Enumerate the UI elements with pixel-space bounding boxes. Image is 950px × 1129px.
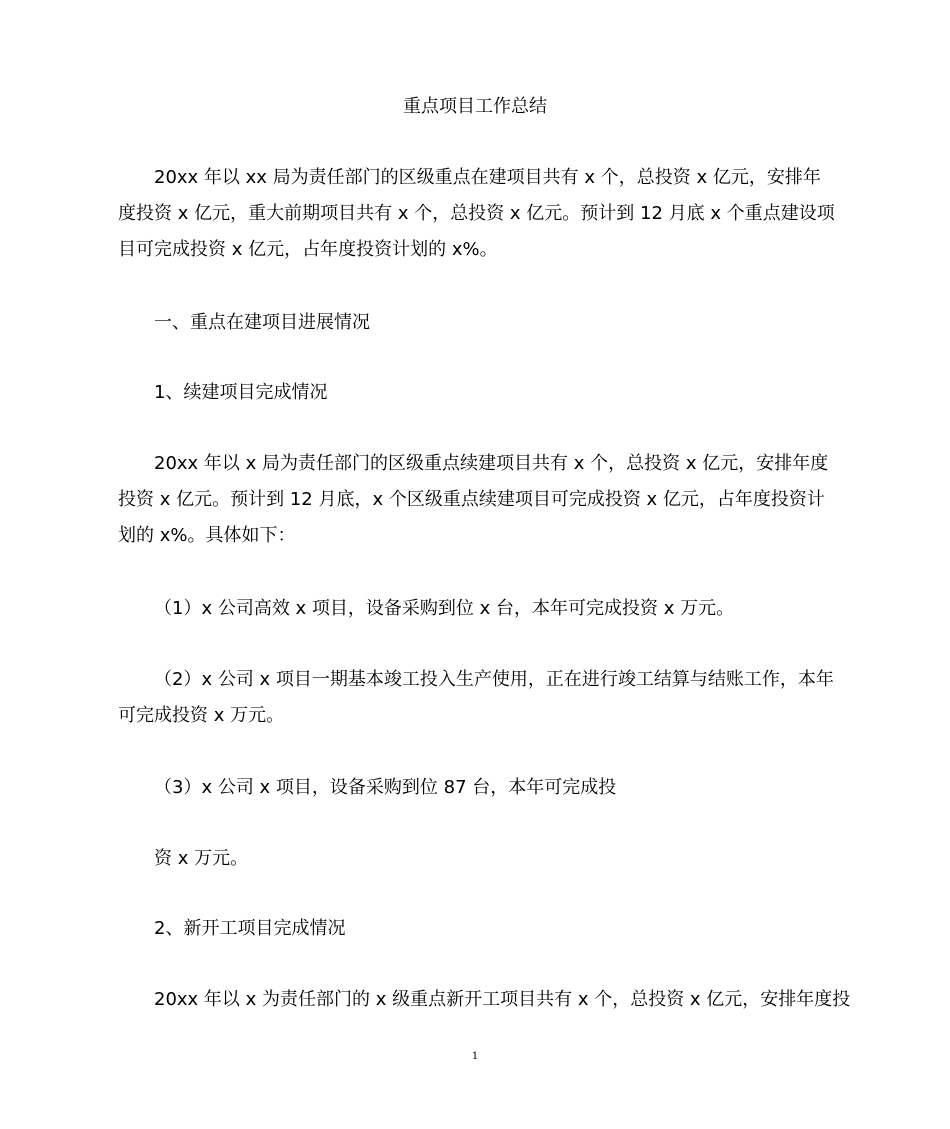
section-heading-1: 一、重点在建项目进展情况 bbox=[154, 312, 370, 333]
paragraph-intro: 20xx 年以 xx 局为责任部门的区级重点在建项目共有 x 个，总投资 x 亿元，安排年度投资 x 亿元，重大前期项目共有 x 个，总投资 x 亿元。预计到 12 月底 x 个重点建设项目可完成投资 x 亿元，占年度投资计划的 x%。 bbox=[118, 167, 835, 260]
paragraph-new-projects: 20xx 年以 x 为责任部门的 x 级重点新开工项目共有 x 个，总投资 x 亿元，安排年度投 bbox=[154, 989, 851, 1010]
subsection-heading-2: 2、新开工项目完成情况 bbox=[154, 918, 346, 939]
subsection-heading-1: 1、续建项目完成情况 bbox=[154, 382, 328, 403]
list-item-3-continued: 资 x 万元。 bbox=[154, 848, 249, 869]
page-number: 1 bbox=[471, 1051, 479, 1062]
list-item-3: （3）x 公司 x 项目，设备采购到位 87 台，本年可完成投 bbox=[154, 777, 617, 798]
list-item-2: （2）x 公司 x 项目一期基本竣工投入生产使用，正在进行竣工结算与结账工作，本年可完成投资 x 万元。 bbox=[118, 669, 834, 726]
list-item-1: （1）x 公司高效 x 项目，设备采购到位 x 台，本年可完成投资 x 万元。 bbox=[154, 598, 735, 619]
document-title: 重点项目工作总结 bbox=[403, 96, 547, 117]
paragraph-continued-projects: 20xx 年以 x 局为责任部门的区级重点续建项目共有 x 个，总投资 x 亿元，安排年度投资 x 亿元。预计到 12 月底，x 个区级重点续建项目可完成投资 x 亿元，占年度投资计划的 x%。具体如下： bbox=[118, 453, 829, 546]
